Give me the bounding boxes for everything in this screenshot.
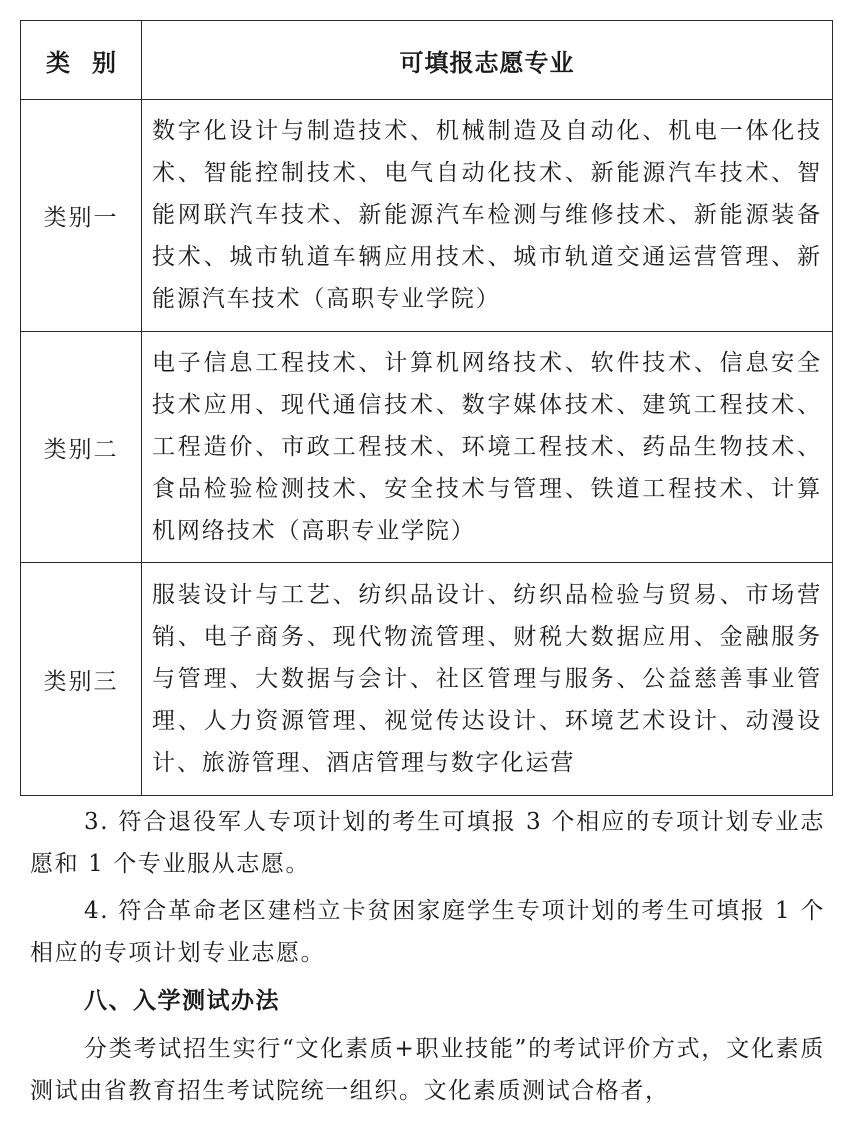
majors-cell: 电子信息工程技术、计算机网络技术、软件技术、信息安全技术应用、现代通信技术、数字媒体技术、建筑工程技术、工程造价、市政工程技术、环境工程技术、药品生物技术、食品检验检测技术、安全技术与管理、铁道工程技术、计算机网络技术（高职专业学院） — [142, 332, 833, 563]
table-row — [21, 332, 833, 563]
paragraph-4: 4. 符合革命老区建档立卡贫困家庭学生专项计划的考生可填报 1 个相应的专项计划专业志愿。 — [30, 898, 825, 966]
majors-cell: 服装设计与工艺、纺织品设计、纺织品检验与贸易、市场营销、电子商务、现代物流管理、财税大数据应用、金融服务与管理、大数据与会计、社区管理与服务、公益慈善事业管理、人力资源管理、视觉传达设计、环境艺术设计、动漫设计、旅游管理、酒店管理与数字化运营 — [142, 563, 833, 796]
table-row — [21, 563, 833, 796]
section-heading: 八、入学测试办法 — [84, 988, 280, 1014]
table-row — [21, 100, 833, 332]
category-cell: 类别二 — [21, 332, 142, 563]
category-cell: 类别三 — [21, 563, 142, 796]
category-cell: 类别一 — [21, 100, 142, 332]
majors-table — [20, 20, 833, 796]
paragraph-3: 3. 符合退役军人专项计划的考生可填报 3 个相应的专项计划专业志愿和 1 个专业服从志愿。 — [30, 809, 825, 877]
majors-cell: 数字化设计与制造技术、机械制造及自动化、机电一体化技术、智能控制技术、电气自动化技术、新能源汽车技术、智能网联汽车技术、新能源汽车检测与维修技术、新能源装备技术、城市轨道车辆应用技术、城市轨道交通运营管理、新能源汽车技术（高职专业学院） — [142, 100, 833, 332]
header-majors: 可填报志愿专业 — [142, 21, 833, 100]
header-category: 类别 — [21, 21, 142, 100]
table-header-row — [21, 21, 833, 100]
paragraph-5: 分类考试招生实行“文化素质+职业技能”的考试评价方式，文化素质测试由省教育招生考试院统一组织。文化素质测试合格者， — [30, 1036, 825, 1104]
